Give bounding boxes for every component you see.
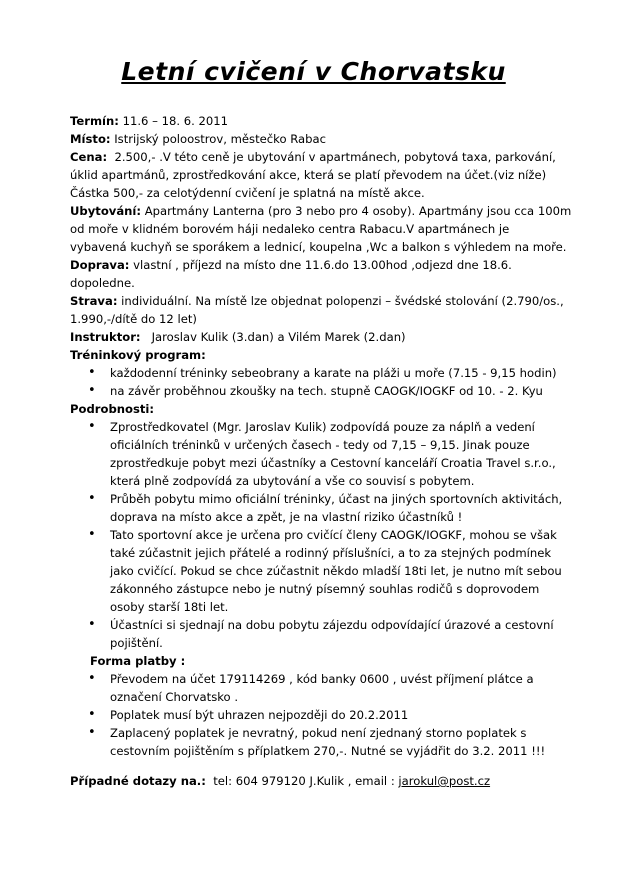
doprava-line: vlastní , příjezd na místo dne 11.6.do 13.00hod ,odjezd dne 18.6.	[129, 258, 512, 272]
termin-label: Termín:	[70, 114, 119, 128]
ubytovani-row	[70, 202, 576, 256]
doprava-row	[70, 256, 576, 292]
treninkovy-list	[70, 364, 576, 400]
cena-label: Cena:	[70, 150, 108, 164]
dotazy-row	[70, 772, 576, 790]
cena-line: úklid apartmánů, zprostředkování akce, která se platí převodem na účet.(viz níže)	[70, 168, 547, 182]
spacer	[70, 760, 576, 772]
ubytovani-line: vybavená kuchyň se sporákem a lednicí, koupelna ,Wc a balkon s výhledem na moře.	[70, 240, 567, 254]
list-item: • Zaplacený poplatek je nevratný, pokud není zjednaný storno poplatek s cestovním pojištěním s příplatkem 270,-. Nutné se vyjádřit do 3.2. 2011 !!!	[110, 724, 576, 760]
cena-row	[70, 148, 576, 202]
forma-platby-heading: Forma platby :	[90, 654, 186, 668]
instruktor-label: Instruktor:	[70, 330, 141, 344]
dotazy-text: tel: 604 979120 J.Kulik , email :	[205, 774, 399, 788]
forma-platby-list	[70, 670, 576, 760]
list-item: • Převodem na účet 179114269 , kód banky 0600 , uvést příjmení plátce a označení Chorvatsko .	[110, 670, 576, 706]
list-item: • každodenní tréninky sebeobrany a karate na pláži u moře (7.15 - 9,15 hodin)	[110, 364, 576, 382]
list-item: • Poplatek musí být uhrazen nejpozději do 20.2.2011	[110, 706, 576, 724]
instruktor-value: Jaroslav Kulik (3.dan) a Vilém Marek (2.dan)	[140, 330, 406, 344]
ubytovani-line: Apartmány Lanterna (pro 3 nebo pro 4 osoby). Apartmány jsou cca 100m	[141, 204, 572, 218]
strava-line: 1.990,-/dítě do 12 let)	[70, 312, 197, 326]
ubytovani-line: od moře v klidném borovém háji nedaleko centra Rabacu.V apartmánech je	[70, 222, 510, 236]
cena-line: Částka 500,- za celotýdenní cvičení je splatná na místě akce.	[70, 186, 425, 200]
instruktor-row	[70, 328, 576, 346]
ubytovani-label: Ubytování:	[70, 204, 142, 218]
document-body	[70, 112, 576, 790]
list-item: • Zprostředkovatel (Mgr. Jaroslav Kulik) zodpovídá pouze za náplň a vedení oficiálních tréninků v určených časech - tedy od 7,15 – 9,15. Jinak pouze zprostředkuje pobyt mezi účastníky a Cestovní kanceláří Croatia Travel s.r.o., která plně zodpovídá za ubytování a vše co souvisí s pobytem.	[110, 418, 576, 490]
treninkovy-heading: Tréninkový program:	[70, 348, 206, 362]
podrobnosti-heading: Podrobnosti:	[70, 402, 155, 416]
termin-row	[70, 112, 576, 130]
document-title: Letní cvičení v Chorvatsku	[121, 57, 506, 86]
doprava-label: Doprava:	[70, 258, 130, 272]
list-item: • na závěr proběhnou zkoušky na tech. stupně CAOGK/IOGKF od 10. - 2. Kyu	[110, 382, 576, 400]
strava-line: individuální. Na místě lze objednat polopenzi – švédské stolování (2.790/os.,	[117, 294, 564, 308]
misto-row	[70, 130, 576, 148]
misto-label: Místo:	[70, 132, 111, 146]
list-item: • Účastníci si sjednají na dobu pobytu zájezdu odpovídající úrazové a cestovní pojištění.	[110, 616, 576, 652]
podrobnosti-list	[70, 418, 576, 652]
list-item: • Průběh pobytu mimo oficiální tréninky, účast na jiných sportovních aktivitách, doprava na místo akce a zpět, je na vlastní riziko účastníků !	[110, 490, 576, 526]
list-item: • Tato sportovní akce je určena pro cvičící členy CAOGK/IOGKF, mohou se však také zúčastnit jejich přátelé a rodinný příslušníci, a to za stejných podmínek jako cvičící. Pokud se chce zúčastnit někdo mladší 18ti let, je nutno mít sebou zákonného zástupce nebo je nutný písemný souhlas rodičů s doprovodem osoby starší 18ti let.	[110, 526, 576, 616]
misto-value: Istrijský poloostrov, městečko Rabac	[110, 132, 326, 146]
termin-value: 11.6 – 18. 6. 2011	[118, 114, 228, 128]
cena-line: 2.500,- .V této ceně je ubytování v apartmánech, pobytová taxa, parkování,	[107, 150, 556, 164]
doprava-line: dopoledne.	[70, 276, 135, 290]
email-link[interactable]: jarokul@post.cz	[398, 774, 491, 788]
strava-label: Strava:	[70, 294, 118, 308]
dotazy-label: Případné dotazy na.:	[70, 774, 206, 788]
strava-row	[70, 292, 576, 328]
